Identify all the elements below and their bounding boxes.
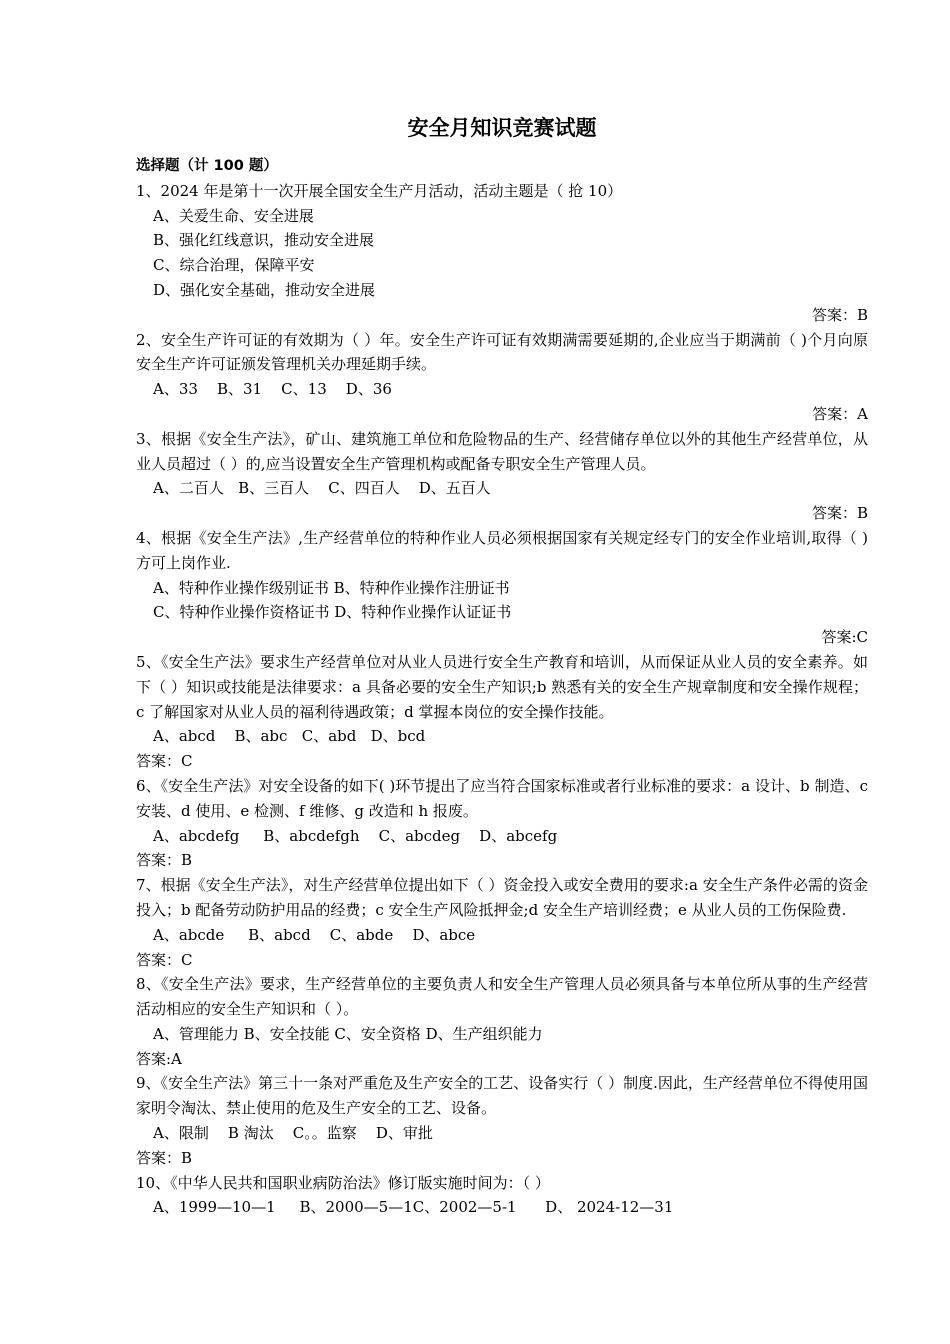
answer: 答案：B [136,1148,193,1167]
document-page [136,112,868,1220]
question-4 [136,526,868,650]
question-text: 7、根据《安全生产法》，对生产经营单位提出如下（ ）资金投入或安全费用的要求:a 安全生产条件必需的资金投入；b 配备劳动防护用品的经费；c 安全生产风险抵押金;d 安全生产培训经费；e 从业人员的工伤保险费. [136,876,868,919]
options-cd: C、特种作业操作资格证书 D、特种作业操作认证证书 [153,603,512,622]
answer: 答案：B [811,504,868,523]
option-c: C、综合治理，保障平安 [153,256,315,275]
question-3 [136,427,868,526]
question-9 [136,1071,868,1170]
options: A、二百人 B、三百人 C、四百人 D、五百人 [153,479,491,498]
options: A、abcdefg B、abcdefgh C、abcdeg D、abcefg [153,826,558,845]
question-6 [136,774,868,873]
options: A、abcd B、abc C、abd D、bcd [153,727,426,746]
question-7 [136,873,868,972]
options: A、管理能力 B、安全技能 C、安全资格 D、生产组织能力 [153,1024,543,1043]
document-title: 安全月知识竞赛试题 [407,116,597,140]
question-text: 4、根据《安全生产法》,生产经营单位的特种作业人员必须根据国家有关规定经专门的安全作业培训,取得（ )方可上岗作业. [136,528,868,572]
option-a: A、关爱生命、安全进展 [153,206,314,225]
question-8 [136,972,868,1071]
question-text: 2、安全生产许可证的有效期为（ ）年。安全生产许可证有效期满需要延期的,企业应当于期满前（ )个月向原安全生产许可证颁发管理机关办理延期手续。 [136,330,868,374]
question-text: 1、2024 年是第十一次开展全国安全生产月活动，活动主题是（ 抢 10） [136,181,623,200]
question-text: 8、《安全生产法》要求，生产经营单位的主要负责人和安全生产管理人员必须具备与本单位所从事的生产经营活动相应的安全生产知识和（ ）。 [136,975,868,1019]
answer: 答案:C [821,628,868,647]
question-text: 5、《安全生产法》要求生产经营单位对从业人员进行安全生产教育和培训，从而保证从业人员的安全素养。如下（ ）知识或技能是法律要求：a 具备必要的安全生产知识;b 熟悉有关的安全生产规章制度和安全操作规程；c 了解国家对从业人员的福利待遇政策；d 掌握本岗位的安全操作技能。 [136,652,868,721]
question-text: 6、《安全生产法》对安全设备的如下( )环节提出了应当符合国家标准或者行业标准的要求：a 设计、b 制造、c 安装、d 使用、e 检测、f 维修、g 改造和 h 报废。 [136,776,868,820]
answer: 答案：C [136,950,193,969]
answer: 答案：A [812,404,868,423]
question-10 [136,1171,868,1221]
options: A、限制 B 淘汰 C。。监察 D、审批 [153,1124,433,1143]
answer: 答案：C [136,752,193,771]
answer: 答案：B [811,305,868,324]
question-text: 3、根据《安全生产法》，矿山、建筑施工单位和危险物品的生产、经营储存单位以外的其他生产经营单位，从业人员超过（ ）的,应当设置安全生产管理机构或配备专职安全生产管理人员。 [136,429,868,473]
option-d: D、强化安全基础，推动安全进展 [153,280,376,299]
answer: 答案:A [136,1049,182,1068]
question-2 [136,328,868,427]
options: A、1999—10—1 B、2000—5—1C、2002—5-1 D、 2024-12—31 [153,1198,674,1217]
options-ab: A、特种作业操作级别证书 B、特种作业操作注册证书 [153,578,510,597]
question-5 [136,650,868,774]
question-text: 9、《安全生产法》第三十一条对严重危及生产安全的工艺、设备实行（ ）制度.因此，生产经营单位不得使用国家明令淘汰、禁止使用的危及生产安全的工艺、设备。 [136,1074,868,1118]
options: A、33 B、31 C、13 D、36 [153,380,392,399]
answer: 答案：B [136,851,193,870]
section-heading: 选择题（计 100 题） [136,158,278,174]
question-text: 10、《中华人民共和国职业病防治法》修订版实施时间为：（ ） [136,1173,550,1192]
options: A、abcde B、abcd C、abde D、abce [153,925,476,944]
question-1 [136,179,868,328]
option-b: B、强化红线意识，推动安全进展 [153,231,375,250]
